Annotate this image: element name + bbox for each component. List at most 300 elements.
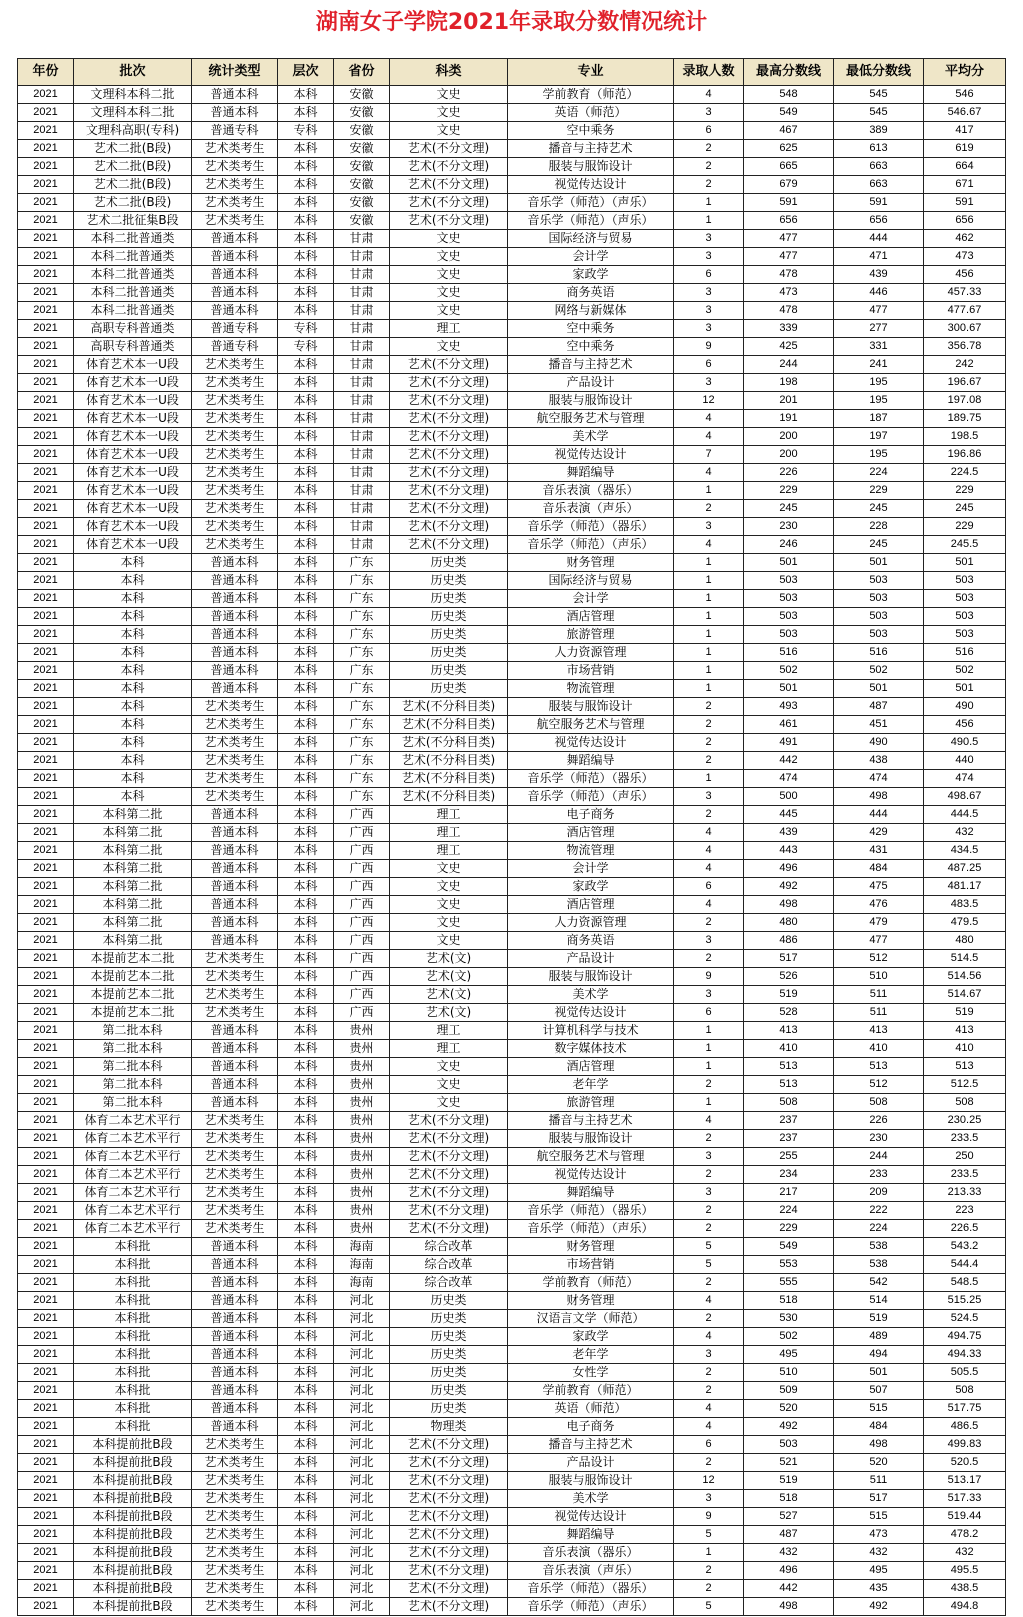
province-cell: 甘肃: [334, 356, 390, 374]
year-cell: 2021: [18, 1274, 74, 1292]
stat-type-cell: 普通本科: [192, 1238, 278, 1256]
highest-score-cell: 503: [744, 572, 834, 590]
province-cell: 甘肃: [334, 392, 390, 410]
level-cell: 本科: [278, 428, 334, 446]
province-cell: 河北: [334, 1490, 390, 1508]
batch-cell: 第二批本科: [74, 1040, 192, 1058]
level-cell: 本科: [278, 572, 334, 590]
table-row: [18, 338, 1006, 356]
batch-cell: 体育艺术本一U段: [74, 536, 192, 554]
average-score-cell: 503: [924, 626, 1006, 644]
major-cell: 物流管理: [508, 842, 674, 860]
lowest-score-cell: 209: [834, 1184, 924, 1202]
table-row: [18, 86, 1006, 104]
province-cell: 贵州: [334, 1130, 390, 1148]
stat-type-cell: 普通本科: [192, 1274, 278, 1292]
batch-cell: 本科: [74, 734, 192, 752]
average-score-cell: 456: [924, 716, 1006, 734]
major-cell: 酒店管理: [508, 608, 674, 626]
year-cell: 2021: [18, 842, 74, 860]
province-cell: 广西: [334, 1004, 390, 1022]
major-cell: 音乐学（师范）（声乐）: [508, 1598, 674, 1616]
average-score-cell: 226.5: [924, 1220, 1006, 1238]
province-cell: 甘肃: [334, 482, 390, 500]
level-cell: 本科: [278, 1022, 334, 1040]
table-row: [18, 1598, 1006, 1616]
category-cell: 历史类: [390, 1364, 508, 1382]
highest-score-cell: 442: [744, 1580, 834, 1598]
province-cell: 贵州: [334, 1220, 390, 1238]
average-score-cell: 410: [924, 1040, 1006, 1058]
batch-cell: 本科: [74, 644, 192, 662]
major-cell: 空中乘务: [508, 122, 674, 140]
stat-type-cell: 普通本科: [192, 1022, 278, 1040]
highest-score-cell: 478: [744, 302, 834, 320]
year-cell: 2021: [18, 968, 74, 986]
average-score-cell: 519.44: [924, 1508, 1006, 1526]
batch-cell: 文理科本科二批: [74, 86, 192, 104]
major-cell: 视觉传达设计: [508, 1166, 674, 1184]
highest-score-cell: 526: [744, 968, 834, 986]
batch-cell: 第二批本科: [74, 1058, 192, 1076]
year-cell: 2021: [18, 788, 74, 806]
highest-score-cell: 226: [744, 464, 834, 482]
category-cell: 文史: [390, 932, 508, 950]
category-cell: 综合改革: [390, 1256, 508, 1274]
admitted-count-cell: 5: [674, 1256, 744, 1274]
level-cell: 本科: [278, 1418, 334, 1436]
col-header-stat-type[interactable]: 统计类型: [192, 59, 278, 86]
year-cell: 2021: [18, 284, 74, 302]
major-cell: 空中乘务: [508, 338, 674, 356]
category-cell: 历史类: [390, 1328, 508, 1346]
year-cell: 2021: [18, 392, 74, 410]
province-cell: 河北: [334, 1292, 390, 1310]
year-cell: 2021: [18, 554, 74, 572]
major-cell: 会计学: [508, 860, 674, 878]
average-score-cell: 499.83: [924, 1436, 1006, 1454]
average-score-cell: 224.5: [924, 464, 1006, 482]
batch-cell: 本科第二批: [74, 860, 192, 878]
table-row: [18, 1580, 1006, 1598]
batch-cell: 高职专科普通类: [74, 338, 192, 356]
stat-type-cell: 普通本科: [192, 680, 278, 698]
year-cell: 2021: [18, 734, 74, 752]
col-header-year[interactable]: 年份: [18, 59, 74, 86]
batch-cell: 本科批: [74, 1292, 192, 1310]
admitted-count-cell: 2: [674, 1220, 744, 1238]
level-cell: 本科: [278, 1112, 334, 1130]
table-row: [18, 104, 1006, 122]
major-cell: 音乐表演（声乐）: [508, 500, 674, 518]
admitted-count-cell: 2: [674, 716, 744, 734]
table-row: [18, 1148, 1006, 1166]
major-cell: 产品设计: [508, 1454, 674, 1472]
col-header-level[interactable]: 层次: [278, 59, 334, 86]
average-score-cell: 440: [924, 752, 1006, 770]
major-cell: 音乐表演（声乐）: [508, 1562, 674, 1580]
stat-type-cell: 艺术类考生: [192, 410, 278, 428]
level-cell: 本科: [278, 914, 334, 932]
batch-cell: 本科批: [74, 1400, 192, 1418]
lowest-score-cell: 538: [834, 1238, 924, 1256]
province-cell: 河北: [334, 1400, 390, 1418]
lowest-score-cell: 503: [834, 590, 924, 608]
major-cell: 酒店管理: [508, 1058, 674, 1076]
major-cell: 音乐学（师范）（声乐）: [508, 194, 674, 212]
category-cell: 理工: [390, 1040, 508, 1058]
batch-cell: 本科批: [74, 1310, 192, 1328]
province-cell: 贵州: [334, 1148, 390, 1166]
level-cell: 本科: [278, 626, 334, 644]
level-cell: 本科: [278, 734, 334, 752]
category-cell: 历史类: [390, 1292, 508, 1310]
highest-score-cell: 503: [744, 608, 834, 626]
col-header-admitted-count[interactable]: 录取人数: [674, 59, 744, 86]
major-cell: 旅游管理: [508, 626, 674, 644]
stat-type-cell: 普通本科: [192, 572, 278, 590]
average-score-cell: 223: [924, 1202, 1006, 1220]
province-cell: 安徽: [334, 212, 390, 230]
stat-type-cell: 普通本科: [192, 644, 278, 662]
year-cell: 2021: [18, 1580, 74, 1598]
stat-type-cell: 普通本科: [192, 1256, 278, 1274]
average-score-cell: 671: [924, 176, 1006, 194]
lowest-score-cell: 512: [834, 1076, 924, 1094]
lowest-score-cell: 498: [834, 788, 924, 806]
level-cell: 本科: [278, 1346, 334, 1364]
average-score-cell: 474: [924, 770, 1006, 788]
major-cell: 美术学: [508, 986, 674, 1004]
category-cell: 艺术(不分文理): [390, 410, 508, 428]
average-score-cell: 432: [924, 1544, 1006, 1562]
category-cell: 艺术(不分文理): [390, 482, 508, 500]
highest-score-cell: 442: [744, 752, 834, 770]
table-row: [18, 1454, 1006, 1472]
average-score-cell: 434.5: [924, 842, 1006, 860]
admitted-count-cell: 1: [674, 1544, 744, 1562]
province-cell: 广东: [334, 752, 390, 770]
table-row: [18, 734, 1006, 752]
table-row: [18, 1364, 1006, 1382]
batch-cell: 本科: [74, 590, 192, 608]
stat-type-cell: 艺术类考生: [192, 464, 278, 482]
major-cell: 国际经济与贸易: [508, 230, 674, 248]
batch-cell: 本科提前批B段: [74, 1562, 192, 1580]
major-cell: 服装与服饰设计: [508, 1472, 674, 1490]
admitted-count-cell: 2: [674, 950, 744, 968]
level-cell: 本科: [278, 1562, 334, 1580]
table-row: [18, 356, 1006, 374]
table-row: [18, 1310, 1006, 1328]
level-cell: 本科: [278, 1544, 334, 1562]
category-cell: 综合改革: [390, 1238, 508, 1256]
average-score-cell: 505.5: [924, 1364, 1006, 1382]
province-cell: 贵州: [334, 1094, 390, 1112]
province-cell: 广东: [334, 590, 390, 608]
category-cell: 历史类: [390, 662, 508, 680]
average-score-cell: 413: [924, 1022, 1006, 1040]
province-cell: 广西: [334, 950, 390, 968]
table-row: [18, 302, 1006, 320]
lowest-score-cell: 451: [834, 716, 924, 734]
average-score-cell: 189.75: [924, 410, 1006, 428]
year-cell: 2021: [18, 500, 74, 518]
highest-score-cell: 549: [744, 1238, 834, 1256]
province-cell: 广东: [334, 788, 390, 806]
level-cell: 本科: [278, 1238, 334, 1256]
major-cell: 计算机科学与技术: [508, 1022, 674, 1040]
table-row: [18, 1202, 1006, 1220]
highest-score-cell: 493: [744, 698, 834, 716]
admitted-count-cell: 4: [674, 860, 744, 878]
average-score-cell: 233.5: [924, 1130, 1006, 1148]
col-header-major[interactable]: 专业: [508, 59, 674, 86]
table-row: [18, 1400, 1006, 1418]
stat-type-cell: 普通本科: [192, 1382, 278, 1400]
major-cell: 商务英语: [508, 932, 674, 950]
category-cell: 艺术(不分文理): [390, 1220, 508, 1238]
highest-score-cell: 474: [744, 770, 834, 788]
batch-cell: 高职专科普通类: [74, 320, 192, 338]
stat-type-cell: 普通本科: [192, 860, 278, 878]
admitted-count-cell: 2: [674, 914, 744, 932]
highest-score-cell: 555: [744, 1274, 834, 1292]
stat-type-cell: 普通本科: [192, 1400, 278, 1418]
level-cell: 本科: [278, 140, 334, 158]
major-cell: 老年学: [508, 1076, 674, 1094]
major-cell: 人力资源管理: [508, 644, 674, 662]
lowest-score-cell: 195: [834, 446, 924, 464]
major-cell: 音乐学（师范）（器乐）: [508, 518, 674, 536]
major-cell: 航空服务艺术与管理: [508, 716, 674, 734]
major-cell: 服装与服饰设计: [508, 1130, 674, 1148]
table-row: [18, 266, 1006, 284]
table-row: [18, 140, 1006, 158]
category-cell: 文史: [390, 878, 508, 896]
admitted-count-cell: 1: [674, 626, 744, 644]
major-cell: 电子商务: [508, 1418, 674, 1436]
table-row: [18, 1274, 1006, 1292]
table-row: [18, 194, 1006, 212]
year-cell: 2021: [18, 1562, 74, 1580]
category-cell: 艺术(不分文理): [390, 1454, 508, 1472]
highest-score-cell: 503: [744, 626, 834, 644]
batch-cell: 本科提前批B段: [74, 1436, 192, 1454]
admitted-count-cell: 3: [674, 1184, 744, 1202]
stat-type-cell: 艺术类考生: [192, 140, 278, 158]
level-cell: 本科: [278, 1274, 334, 1292]
batch-cell: 本科: [74, 770, 192, 788]
batch-cell: 体育二本艺术平行: [74, 1166, 192, 1184]
stat-type-cell: 普通本科: [192, 302, 278, 320]
highest-score-cell: 201: [744, 392, 834, 410]
batch-cell: 本科批: [74, 1418, 192, 1436]
admitted-count-cell: 1: [674, 194, 744, 212]
highest-score-cell: 496: [744, 860, 834, 878]
year-cell: 2021: [18, 1292, 74, 1310]
highest-score-cell: 625: [744, 140, 834, 158]
level-cell: 本科: [278, 878, 334, 896]
col-header-lowest-score[interactable]: 最低分数线: [834, 59, 924, 86]
category-cell: 艺术(不分文理): [390, 140, 508, 158]
category-cell: 文史: [390, 860, 508, 878]
col-header-average-score[interactable]: 平均分: [924, 59, 1006, 86]
admitted-count-cell: 1: [674, 1058, 744, 1076]
major-cell: 播音与主持艺术: [508, 1112, 674, 1130]
batch-cell: 体育二本艺术平行: [74, 1220, 192, 1238]
batch-cell: 本科提前批B段: [74, 1526, 192, 1544]
admitted-count-cell: 2: [674, 140, 744, 158]
col-header-highest-score[interactable]: 最高分数线: [744, 59, 834, 86]
major-cell: 商务英语: [508, 284, 674, 302]
lowest-score-cell: 413: [834, 1022, 924, 1040]
highest-score-cell: 519: [744, 986, 834, 1004]
highest-score-cell: 200: [744, 446, 834, 464]
lowest-score-cell: 431: [834, 842, 924, 860]
admitted-count-cell: 4: [674, 1292, 744, 1310]
table-row: [18, 1256, 1006, 1274]
lowest-score-cell: 511: [834, 986, 924, 1004]
level-cell: 本科: [278, 1400, 334, 1418]
admission-score-table: [17, 58, 1006, 1616]
table-row: [18, 806, 1006, 824]
highest-score-cell: 665: [744, 158, 834, 176]
level-cell: 本科: [278, 302, 334, 320]
stat-type-cell: 艺术类考生: [192, 1220, 278, 1238]
category-cell: 文史: [390, 284, 508, 302]
province-cell: 河北: [334, 1382, 390, 1400]
year-cell: 2021: [18, 1472, 74, 1490]
province-cell: 甘肃: [334, 518, 390, 536]
admitted-count-cell: 9: [674, 1508, 744, 1526]
level-cell: 本科: [278, 248, 334, 266]
level-cell: 本科: [278, 266, 334, 284]
admitted-count-cell: 12: [674, 1472, 744, 1490]
lowest-score-cell: 195: [834, 374, 924, 392]
admitted-count-cell: 6: [674, 878, 744, 896]
category-cell: 理工: [390, 806, 508, 824]
highest-score-cell: 191: [744, 410, 834, 428]
year-cell: 2021: [18, 1436, 74, 1454]
category-cell: 艺术(不分文理): [390, 374, 508, 392]
lowest-score-cell: 515: [834, 1400, 924, 1418]
category-cell: 艺术(不分文理): [390, 536, 508, 554]
province-cell: 广西: [334, 860, 390, 878]
year-cell: 2021: [18, 122, 74, 140]
level-cell: 本科: [278, 1436, 334, 1454]
table-row: [18, 1040, 1006, 1058]
batch-cell: 体育二本艺术平行: [74, 1130, 192, 1148]
year-cell: 2021: [18, 1598, 74, 1616]
batch-cell: 艺术二批(B段): [74, 194, 192, 212]
table-row: [18, 644, 1006, 662]
highest-score-cell: 237: [744, 1112, 834, 1130]
lowest-score-cell: 410: [834, 1040, 924, 1058]
admitted-count-cell: 3: [674, 788, 744, 806]
admitted-count-cell: 5: [674, 1598, 744, 1616]
table-row: [18, 122, 1006, 140]
stat-type-cell: 普通本科: [192, 842, 278, 860]
highest-score-cell: 432: [744, 1544, 834, 1562]
average-score-cell: 495.5: [924, 1562, 1006, 1580]
province-cell: 广西: [334, 968, 390, 986]
col-header-category[interactable]: 科类: [390, 59, 508, 86]
lowest-score-cell: 241: [834, 356, 924, 374]
admitted-count-cell: 1: [674, 1040, 744, 1058]
year-cell: 2021: [18, 932, 74, 950]
col-header-province[interactable]: 省份: [334, 59, 390, 86]
highest-score-cell: 410: [744, 1040, 834, 1058]
stat-type-cell: 艺术类考生: [192, 1526, 278, 1544]
batch-cell: 本科批: [74, 1238, 192, 1256]
admitted-count-cell: 2: [674, 1274, 744, 1292]
major-cell: 财务管理: [508, 554, 674, 572]
category-cell: 历史类: [390, 644, 508, 662]
category-cell: 艺术(不分文理): [390, 158, 508, 176]
stat-type-cell: 普通本科: [192, 104, 278, 122]
highest-score-cell: 477: [744, 230, 834, 248]
year-cell: 2021: [18, 1238, 74, 1256]
lowest-score-cell: 498: [834, 1436, 924, 1454]
level-cell: 本科: [278, 1382, 334, 1400]
highest-score-cell: 467: [744, 122, 834, 140]
major-cell: 音乐学（师范）（器乐）: [508, 1202, 674, 1220]
table-row: [18, 698, 1006, 716]
average-score-cell: 417: [924, 122, 1006, 140]
table-row: [18, 1058, 1006, 1076]
level-cell: 本科: [278, 1130, 334, 1148]
lowest-score-cell: 479: [834, 914, 924, 932]
admitted-count-cell: 4: [674, 536, 744, 554]
average-score-cell: 543.2: [924, 1238, 1006, 1256]
year-cell: 2021: [18, 338, 74, 356]
year-cell: 2021: [18, 518, 74, 536]
year-cell: 2021: [18, 716, 74, 734]
stat-type-cell: 艺术类考生: [192, 1472, 278, 1490]
average-score-cell: 229: [924, 482, 1006, 500]
category-cell: 艺术(不分文理): [390, 1526, 508, 1544]
average-score-cell: 486.5: [924, 1418, 1006, 1436]
average-score-cell: 233.5: [924, 1166, 1006, 1184]
highest-score-cell: 517: [744, 950, 834, 968]
highest-score-cell: 413: [744, 1022, 834, 1040]
category-cell: 艺术(文): [390, 968, 508, 986]
year-cell: 2021: [18, 410, 74, 428]
average-score-cell: 591: [924, 194, 1006, 212]
col-header-batch[interactable]: 批次: [74, 59, 192, 86]
admitted-count-cell: 4: [674, 464, 744, 482]
average-score-cell: 498.67: [924, 788, 1006, 806]
stat-type-cell: 艺术类考生: [192, 1490, 278, 1508]
admitted-count-cell: 2: [674, 1202, 744, 1220]
province-cell: 安徽: [334, 86, 390, 104]
highest-score-cell: 255: [744, 1148, 834, 1166]
admitted-count-cell: 3: [674, 302, 744, 320]
batch-cell: 本科: [74, 716, 192, 734]
province-cell: 海南: [334, 1238, 390, 1256]
level-cell: 本科: [278, 1526, 334, 1544]
average-score-cell: 480: [924, 932, 1006, 950]
highest-score-cell: 224: [744, 1202, 834, 1220]
stat-type-cell: 艺术类考生: [192, 770, 278, 788]
average-score-cell: 503: [924, 590, 1006, 608]
table-row: [18, 1184, 1006, 1202]
year-cell: 2021: [18, 1184, 74, 1202]
highest-score-cell: 491: [744, 734, 834, 752]
major-cell: 服装与服饰设计: [508, 392, 674, 410]
admitted-count-cell: 2: [674, 1166, 744, 1184]
